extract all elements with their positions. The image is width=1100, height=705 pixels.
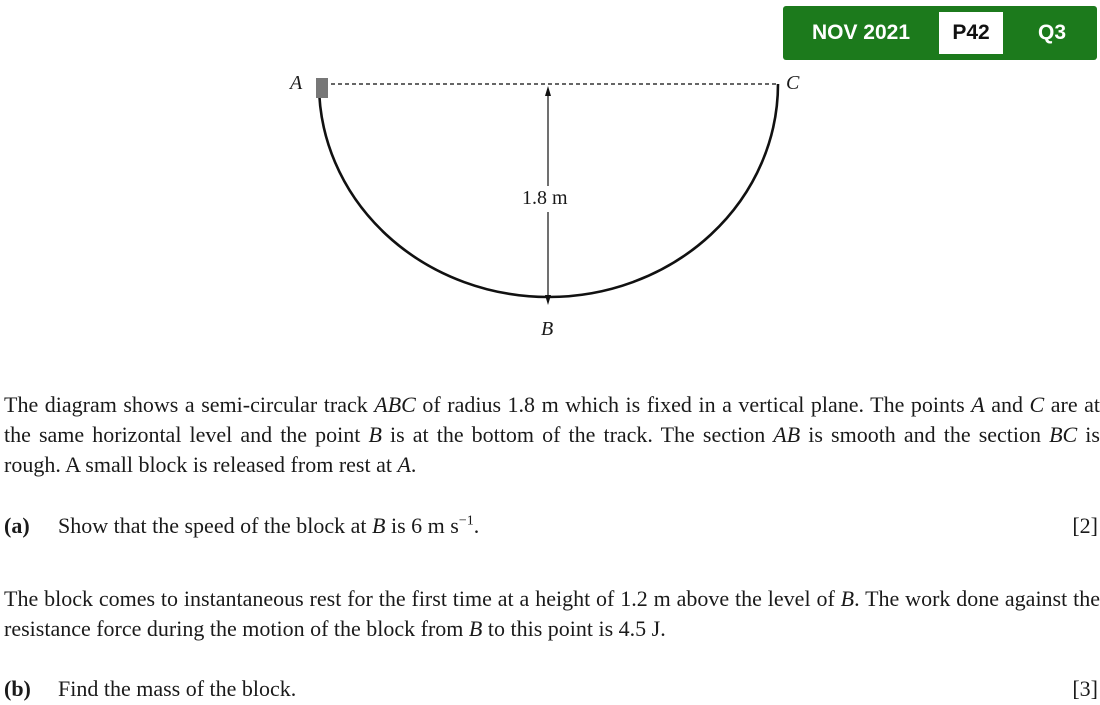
- part-a-marks: [2]: [1072, 513, 1098, 538]
- part-a-label: (a): [4, 513, 30, 538]
- radius-arrowhead-bottom: [545, 295, 551, 305]
- block-marker: [316, 78, 328, 98]
- point-a-label: A: [290, 72, 303, 94]
- part-b-text: Find the mass of the block.: [58, 676, 297, 701]
- part-b-marks: [3]: [1072, 676, 1098, 701]
- problem-intro-text: The diagram shows a semi-circular track ABC of radius 1.8 m which is fixed in a vertical plane. The points A and C are at the same horizontal level and the point B is at the bottom of the track. The section AB is smooth and the section BC is rough. A small block is released from rest at A.: [4, 392, 1100, 477]
- point-b-label: B: [541, 318, 554, 340]
- point-c-label: C: [786, 72, 800, 94]
- question-part-a: (a) Show that the speed of the block at B is 6 m $s^{-1}$. [2]: [4, 511, 1100, 541]
- exam-session-label: NOV 2021: [811, 21, 911, 44]
- question-part-b: [4, 674, 1100, 704]
- problem-followup-text: The block comes to instantaneous rest for the first time at a height of 1.2 m above the level of B. The work done against the resistance force during the motion of the block from B to this point is 4.5 J.: [4, 586, 1100, 641]
- paper-number-label: P42: [939, 12, 1003, 54]
- radius-arrowhead-top: [545, 86, 551, 96]
- question-number-label: Q3: [1037, 21, 1066, 44]
- radius-label: 1.8 m: [522, 187, 568, 209]
- part-b-label: (b): [4, 676, 31, 701]
